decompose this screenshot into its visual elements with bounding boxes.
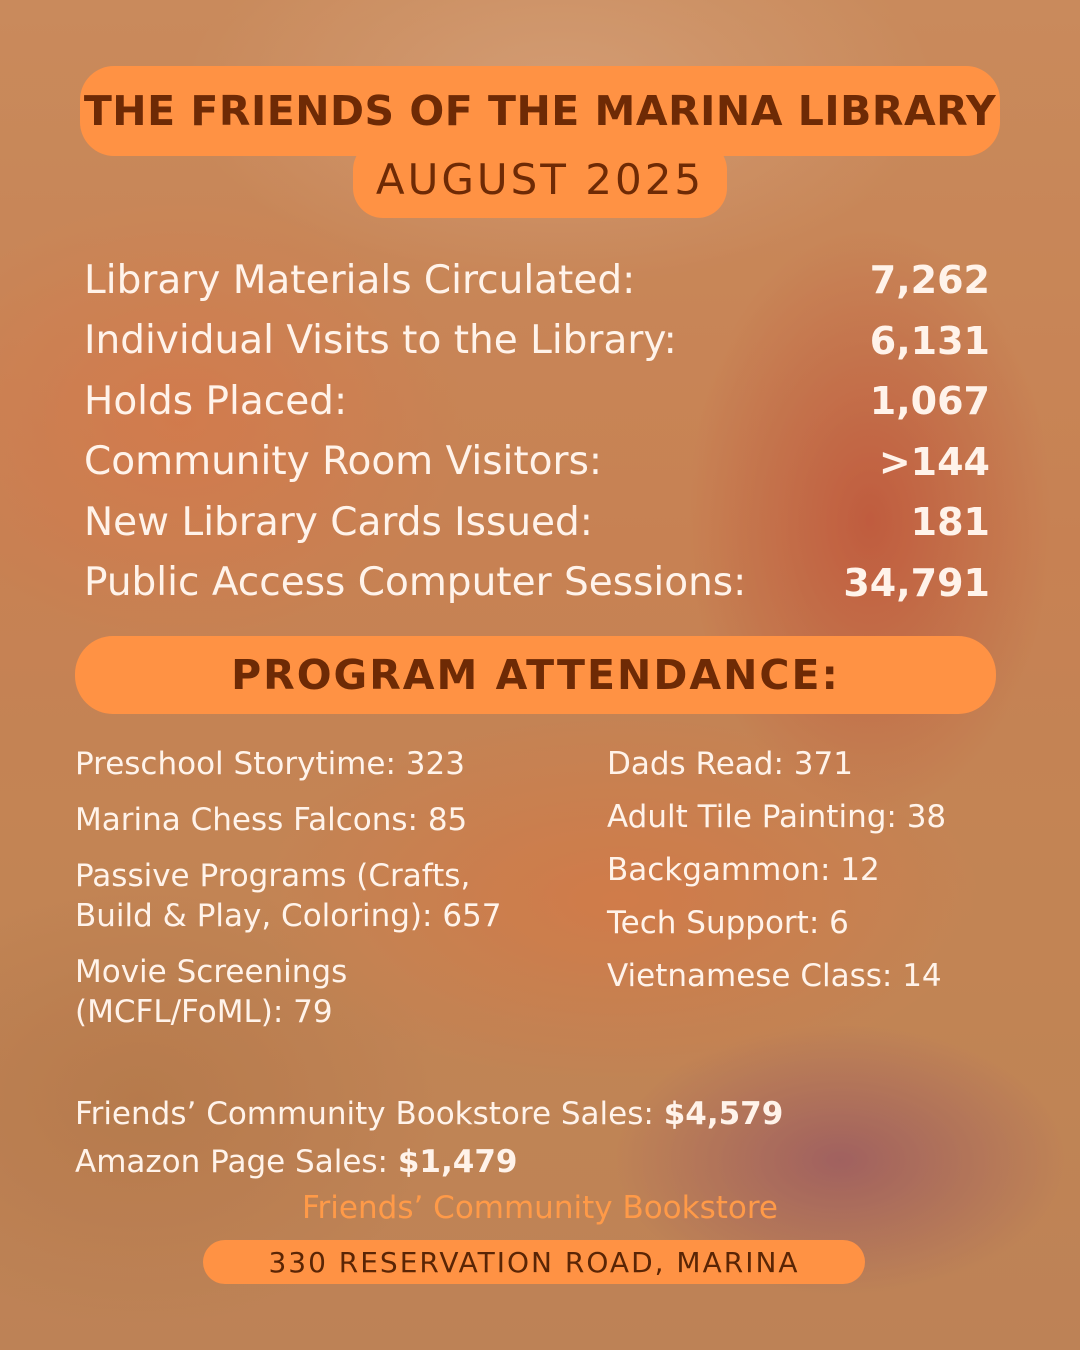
stat-row [84,492,990,553]
bookstore-sales-label: Friends’ Community Bookstore Sales: [75,1096,664,1132]
stat-value: >144 [878,439,990,484]
stat-label: Library Materials Circulated: [84,257,636,303]
stat-row [84,553,990,614]
stat-label: New Library Cards Issued: [84,499,593,545]
stat-value: 181 [910,500,990,545]
program-item: Vietnamese Class: 14 [607,958,942,994]
program-item: Adult Tile Painting: 38 [607,799,947,835]
stat-row [84,371,990,432]
bookstore-sales [75,1090,783,1138]
stat-label: Community Room Visitors: [84,439,603,485]
address-banner [203,1240,865,1284]
bookstore-sales-value: $4,579 [663,1096,784,1132]
store-address: 330 RESERVATION ROAD, MARINA [268,1245,800,1279]
stat-value: 6,131 [869,318,990,363]
stat-row [84,250,990,311]
program-attendance-banner [75,636,996,714]
program-heading: PROGRAM ATTENDANCE: [231,651,840,699]
program-item: Tech Support: 6 [607,905,849,941]
program-item: Passive Programs (Crafts, Build & Play, Coloring): 657 [75,858,502,934]
amazon-sales-value: $1,479 [397,1144,518,1180]
stat-value: 34,791 [843,560,990,605]
program-list-left [75,744,545,1048]
program-list-right [607,744,1027,1009]
stat-label: Public Access Computer Sessions: [84,560,747,606]
stat-label: Individual Visits to the Library: [84,318,677,364]
amazon-sales-label: Amazon Page Sales: [75,1144,398,1180]
amazon-sales [75,1138,783,1186]
page-subtitle: AUGUST 2025 [375,154,705,204]
subtitle-banner [353,140,727,218]
program-item: Backgammon: 12 [607,852,880,888]
stat-row [84,311,990,372]
page-title: THE FRIENDS OF THE MARINA LIBRARY [83,87,997,135]
stat-value: 7,262 [869,258,990,303]
sales-summary [75,1090,783,1186]
stat-value: 1,067 [869,379,990,424]
program-item: Dads Read: 371 [607,746,853,782]
program-item: Preschool Storytime: 323 [75,746,465,782]
stats-list [84,250,990,613]
stat-row [84,432,990,493]
stat-label: Holds Placed: [84,378,348,424]
store-name: Friends’ Community Bookstore [301,1190,779,1226]
program-item: Marina Chess Falcons: 85 [75,802,468,838]
program-item: Movie Screenings (MCFL/FoML): 79 [75,954,348,1030]
